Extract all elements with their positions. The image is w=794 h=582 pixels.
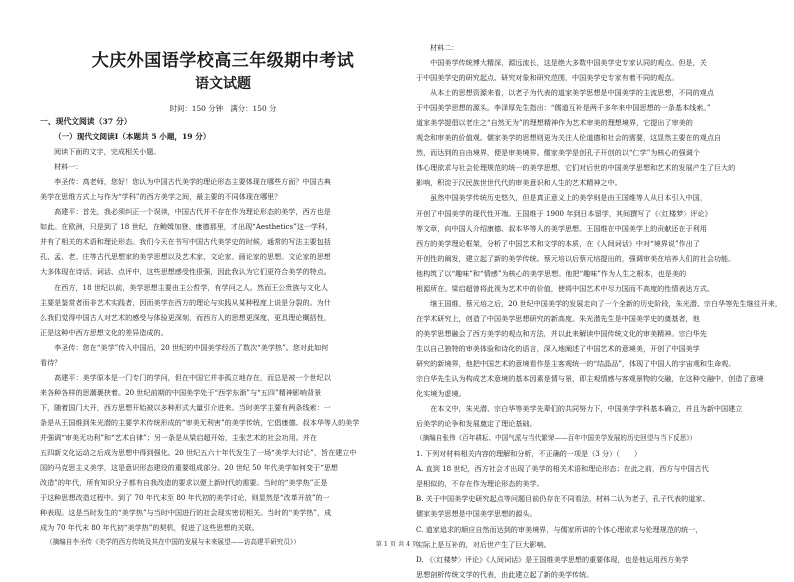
text-line: 高建平：美学原本是一门专门的学问，但在中国它并非孤立地存在，而总是被一个世纪以: [40, 372, 331, 382]
material-label: 材料二：: [430, 43, 459, 52]
text-line: 中国美学传统博大精深，源远流长，这是绝大多数中国美学史专家认同的观点。但是，关: [416, 58, 707, 68]
text-line: 如此。在欧洲，只是到了 18 世纪，在鲍姆加登、康德那里，才出现“Aesthetics”这一学科，: [40, 222, 333, 232]
reading-instruction: 阅读下面的文字，完成相关小题。: [54, 147, 161, 157]
material-one-text: [40, 174, 406, 535]
exam-title: 大庆外国语学校高三年级期中考试: [91, 51, 355, 71]
exam-time-score: 时间：150 分钟 满分：150 分: [169, 104, 277, 113]
question-options: [416, 461, 768, 581]
text-line: 并强调“审美无功利”和“艺术自律”；另一条是从梁启超开始，主张艺术的社会功用。并在: [40, 432, 317, 442]
text-line: 影响，积淀于汉民族世世代代的审美意识和人生的艺术精神之中。: [416, 178, 622, 188]
material-two-source: （摘编自张伟《百年耕耘、中国气派与当代繁荣——百年中国美学发展的历史回望与当下反思》）: [416, 434, 697, 443]
text-line: 开创了中国美学的现代性开端。王国维于 1900 年到日本留学，其间撰写了《〈红楼梦〉评论》: [416, 208, 712, 218]
text-line: 李圣传：高老师，您好！您认为中国古代美学的理论形态主要体现在哪些方面？中国古典: [40, 177, 331, 187]
exam-subtitle: 语文试题: [195, 76, 251, 92]
text-line: 李圣传：您在“美学”传入中国后，20 世纪的中国美学经历了数次“美学热”。您对此如何: [40, 342, 329, 352]
text-line: 然，而达到的自由境界，便是审美境界。儒家美学是创孔子开创的以“仁学”为核心的强调个: [416, 148, 700, 158]
text-line: 在西方，18 世纪以前，美学思想主要由主公哲学，有学问之人。然而王公贵族与文化人: [40, 282, 328, 292]
text-line: 观念和审美的价值观。儒家美学的思想则更为关注人伦道德和社会的需要，这显然主要在的观点自: [416, 133, 722, 143]
option-line: A. 直到 18 世纪，西方社会才出现了美学的相关术语和理论形态；在此之前，西方与中国古代: [416, 464, 709, 474]
text-line: 大多体现在诗话、词话、点评中，这些思想感受性很强，因此我认为它们更符合美学的特点。: [40, 267, 331, 277]
text-line: 在本文中，朱光潜、宗白华等美学先辈们的共同努力下，中国美学学科基本确立，并且为新中国建立: [416, 404, 743, 414]
option-line: 是相似的，不存在作为理论形态的美学。: [416, 479, 544, 489]
text-line: 生以自己独特的审美体验和诗化的语言，深入地阐述了中国艺术的意境美，开创了中国美学: [416, 343, 700, 353]
text-line: 么我们觉得中国古人对艺术的感受与体验更深刻，而西方人的思想更深度、更具理论概括性，: [40, 312, 331, 322]
text-line: 化实境为虚境。: [416, 389, 466, 399]
material-two-text: [416, 55, 782, 431]
subsection-heading: （一）现代文阅读Ⅰ（本题共 5 小题，19 分）: [54, 132, 211, 142]
text-line: 的美学思想融会了西方美学的观点和方法，并以此来解读中国传统文化的审美精神。宗白华先: [416, 328, 707, 338]
text-line: 虽然中国美学传统历史悠久，但是真正意义上的美学则是由王国维等人从日本引入中国，: [416, 193, 707, 203]
text-line: 研究的新境界，他把中国艺术的意境看作是主客观统一的“结晶品”，体现了中国人的宇宙观和生命观。: [416, 358, 736, 368]
page-number: 第 1 页 共 4 页: [375, 541, 419, 548]
right-column: [416, 40, 782, 579]
text-line: 于这种思想改造过程中。到了 70 年代末至 80 年代初的美学讨论，则显然是“改革开放”的一: [40, 493, 330, 503]
text-line: 国的马克思主义美学，这是意识形态建设的重要组成部分。20 世纪 50 年代美学如何变于“思想: [40, 463, 339, 473]
text-line: 开创性的阐发，建立起了新的美学传统。蔡元培以后蔡元培提出的，强调审美在培养人们的社会功能。: [416, 253, 736, 263]
option-line: C. 道家追求的顺应自然而达到的审美境界，与儒家所讲的个体心理欲求与伦理规范的统一，: [416, 524, 703, 534]
text-line: 主要是鉴赏者而非艺术实践者，因而美学在西方的理论与实践从某种程度上说是分裂的。为什: [40, 297, 331, 307]
text-line: 下，随着国门大开，西方思想开始被以多种形式大量引介进来。当时美学主要有两条线索：一: [40, 402, 331, 412]
text-line: 他构筑了以“趣味”和“情感”为核心的美学思想。他把“趣味”作为人生之根本，也是美的: [416, 268, 687, 278]
option-line: 思想剖析传统文学的代表，由此建立起了新的美学传统。: [416, 569, 594, 579]
option-line: 儒家美学思想是中国美学思想的源头。: [416, 509, 537, 519]
text-line: 西方的美学理论框架，分析了中国艺术和文学的本质，在《人间词话》中对“境界说”作出了: [416, 238, 700, 248]
text-line: 从本土的思想资源来看，以老子为代表的道家美学思想是中国美学的主流思想，不同的观点: [416, 88, 714, 98]
text-line: 于中国美学史的研究起点、研究对象和研究范围，中国美学史专家有着不同的观点。: [416, 73, 679, 83]
text-line: 改造”的年代，所有知识分子都有自我改造的要求以便上新时代的需要。当时的“美学热”正是: [40, 478, 328, 488]
text-line: 道家美学提倡以老庄之“自然无为”的理想精神作为艺术审美的理想境界，它提出了审美的: [416, 118, 693, 128]
text-line: 看待？: [40, 357, 62, 367]
material-one-source: （摘编自李圣传《美学的西方传统及其在中国的发展与未来展望——访高建平研究员》）: [46, 538, 300, 547]
text-line: 体心理欲求与社会伦理规范的统一的美学思想，它们对后世的中国美学思想和艺术的发展产生了巨大的: [416, 163, 736, 173]
section-heading: 一、现代文阅读（37 分）: [40, 117, 132, 126]
text-line: 继王国维、蔡元培之后，20 世纪中国美学的发展走向了一个全新的历史阶段，朱光潜、宗白华等先生继往开来，: [416, 298, 782, 308]
option-line: D. 《〈红楼梦〉评论》《人间词话》是王国维美学思想的重要体现，也是他运用西方美学: [416, 554, 689, 564]
text-line: 宗白华先生认为构成艺术意境的基本因素是情与景，即主观情感与客观景物的交融，在这种交融中，创造了意境: [416, 374, 764, 384]
text-line: 并有了相关的术语和理论形态。我们今天在书写中国古代美学史的时候，通常的写法主要包括: [40, 237, 331, 247]
material-label: 材料一：: [54, 162, 83, 172]
text-line: 来各种各样的思潮裹挟着。20 世纪前期的中国美学处于“西学东渐”与“五四”精神影响背景: [40, 387, 322, 397]
option-line: 实际上是互补的，对后世产生了巨大影响。: [416, 539, 551, 549]
text-line: 条是从王国维到朱光潜的主要学术传统形成的“审美无利害”的美学传统，它倡康德、叔本华等人的美学: [40, 417, 360, 427]
text-line: 五四新文化运动之后成为思想中得到强化。20 世纪五六十年代发生了一场“美学大讨论”，旨在建立中: [40, 448, 357, 458]
text-line: 于中国美学思想的源头。李泽厚先生指出：“儒道互补是两千多年来中国思想的一条基本线索。”: [416, 103, 711, 113]
text-line: 美学在思维方式上与作为“学科”的西方美学之间，最主要的不同体现在哪里？: [40, 192, 282, 202]
text-line: 后美学的论争和发展奠定了理论基础。: [416, 419, 537, 429]
question-stem: 1. 下列对材料相关内容的理解和分析，不正确的一项是（3 分）（ ）: [416, 449, 642, 459]
option-line: B. 关于中国美学史研究起点等问题目前仍存在不同看法，材料二认为老子，孔子代表的道家、: [416, 494, 710, 504]
text-line: 种表现。这是当时发生的“美学热”与当时中国进行的社会现实密切相关。当时的“美学热”，成: [40, 508, 332, 518]
text-line: 等文章，向中国人介绍康德、叔本华等人的美学思想。王国维在中国美学上的贡献还在于利用: [416, 223, 707, 233]
text-line: 正是这种中西方思想文化的差异造成的。: [40, 327, 168, 337]
text-line: 在学术研究上，创造了中国美学思想研究的新高度。朱光潜先生是中国美学史的奠基者，他: [416, 313, 700, 323]
text-line: 成为 70 年代末 80 年代初“美学热”的契机，促进了这些思想的关联。: [40, 523, 259, 533]
text-line: 高建平：首先，我必须纠正一个误读，中国古代并不存在作为理论形态的美学，西方也是: [40, 207, 331, 217]
text-line: 孔、孟、老、庄等古代思想家的美学思想以及艺术家、文论家、画论家的思想。文论家的思想: [40, 252, 331, 262]
text-line: 根源所在。梁启超曾将此视为艺术中的价值，使将中国艺术中尽力国而不高度的性情表达方式。: [416, 283, 714, 293]
